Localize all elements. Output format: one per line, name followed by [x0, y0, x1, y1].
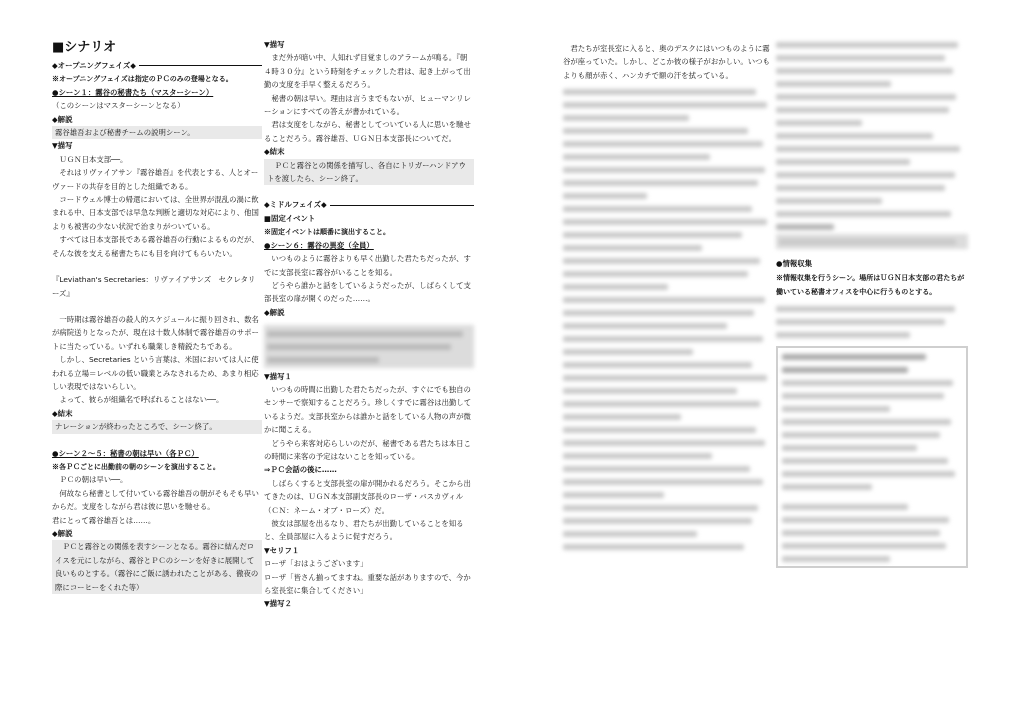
pc-kaiwa-note: ⇒ＰＣ会話の後に……	[264, 465, 337, 475]
scene2-line: 何故なら秘書として付いている霧谷雄吾の朝がそもそも早いからだ。支度をしながら君は彼に思いを馳せる。	[52, 488, 259, 512]
scene1-line: しかし、Secretaries という言葉は、米国においては人に使われる立場＝レベルの低い職業とみなされるため、あまり相応しい表現ではないらしい。	[52, 355, 259, 391]
scenario-title: ■シナリオ	[52, 40, 117, 55]
opening-phase-heading: ◆オープニングフェイズ◆	[52, 59, 262, 72]
kotei-note: ※固定イベントは順番に演出すること。	[264, 227, 390, 237]
scene6-heading: ●シーン６：霧谷の異変（全員）	[264, 240, 374, 250]
phase-rule	[330, 205, 474, 206]
redacted-kaisetsu-box	[264, 325, 474, 367]
serifu-line: ローザ「おはようございます」	[264, 559, 368, 569]
serifu-line: ローザ「皆さん揃ってますね。重要な話がありますので、今から室長室に集合してください」	[264, 572, 471, 596]
scene1-heading: ●シーン１：霧谷の秘書たち（マスターシーン）	[52, 87, 214, 97]
phase-rule	[139, 65, 262, 66]
scene1-ketsumatsu-label: ◆結末	[52, 408, 73, 418]
scene6-kaisetsu-label: ◆解説	[264, 307, 285, 317]
scene1-byosha-label: ▼描写	[52, 141, 73, 151]
byosha1-line: いつもの時間に出勤した君たちだったが、すぐにでも独自のセンサーで察知することだろう。珍しくすでに霧谷は出勤しているようだ。支部長室からは誰かと話をしている人物の声が微かに聞こえる。	[264, 384, 472, 435]
byosha1-line: どうやら来客対応らしいのだが、秘書である君たちは本日この時間に来客の予定はないことを知っている。	[264, 438, 471, 461]
scene1-line: コードウェル博士の帰還においては、全世界が混乱の渦に飲まれる中、日本支部では早急な判断と適切な対応により、他国よりも被害の少ない状況で治まりがついている。	[52, 195, 259, 231]
byosha2-label: ▼描写２	[264, 599, 292, 609]
body-line: 君は支度をしながら、秘書としてついている人に思いを馳せることだろう。霧谷雄吾、ＵＧＮ日本支部長についてだ。	[264, 120, 471, 143]
scene1-line: すべては日本支部長である霧谷雄吾の行動によるものだが、そんな彼を支える秘書たちにも目を向けてもらいたい。	[52, 235, 259, 258]
middle-phase-heading: ◆ミドルフェイズ◆	[264, 198, 474, 211]
scene6-line: どうやら誰かと話をしているようだったが、しばらくして支部長室の扉が開くのだった……。	[264, 280, 471, 304]
byosha1-line: 彼女は部屋を出るなり、君たちが出勤していることを知ると、全員部屋に入るように促すだろう。	[264, 518, 464, 542]
scene1-ketsumatsu-box	[52, 420, 262, 433]
joho-shushu-label: ●情報収集	[776, 259, 813, 269]
scene1-line: それはリヴァイアサン『霧谷雄吾』を代表とする、人とオーヴァードの共存を目的とした組織である。	[52, 168, 259, 191]
kotei-event-label: ■固定イベント	[264, 213, 316, 223]
scene1-line: ＵＧＮ日本支部──。	[59, 154, 128, 164]
body-line: 秘書の朝は早い。理由は言うまでもないが、ヒューマンリレーションにすべての答えが書かれている。	[264, 93, 471, 117]
scene1-line: よって、彼らが組織名で呼ばれることはない──。	[59, 395, 224, 405]
ketsumatsu-text: ＰＣと霧谷との関係を描写し、各自にトリガーハンドアウトを渡したら、シーン終了。	[267, 160, 466, 184]
serifu1-label: ▼セリフ１	[264, 545, 300, 555]
scene1-kaisetsu-box	[52, 126, 262, 139]
opening-note: ※オープニングフェイズは指定のＰＣのみの登場となる。	[52, 74, 233, 84]
byosha-label: ▼描写	[264, 40, 285, 49]
column-4	[776, 38, 968, 568]
column-2	[264, 38, 474, 611]
redacted-text-block	[776, 306, 968, 338]
body-line: 君たちが室長室に入ると、奥のデスクにはいつものように霧谷が座っていた。しかし、どこか彼の様子がおかしい。いつもよりも顔が赤く、ハンカチで額の汗を拭っている。	[563, 44, 770, 80]
byosha1-label: ▼描写１	[264, 371, 292, 381]
scene1-line: 一時期は霧谷雄吾の殺人的スケジュールに振り回され、数名が病院送りとなったが、現在は十数人体制で霧谷雄吾のサポートに当たっている。いずれも職業しき精鋭たちである。	[52, 314, 259, 351]
info-box	[776, 346, 968, 568]
scene2-kaisetsu-label: ◆解説	[52, 529, 73, 538]
scene1-ketsumatsu-text: ナレーションが終わったところで、シーン終了。	[55, 422, 217, 432]
column-3	[563, 38, 773, 551]
scene2-heading: ●シーン２〜５：秘書の朝は早い（各ＰＣ）	[52, 448, 199, 458]
scene2-line: ＰＣの朝は早い──。	[59, 475, 128, 485]
scene2-kaisetsu-box	[52, 540, 262, 594]
scene1-kaisetsu-text: 霧谷雄吾および秘書チームの説明シーン。	[55, 128, 195, 138]
scene1-kaisetsu-label: ◆解説	[52, 114, 73, 124]
column-1	[52, 38, 262, 594]
redacted-text-block	[563, 89, 773, 550]
scene2-note: ※各ＰＣごとに出勤前の朝のシーンを演出すること。	[52, 461, 220, 471]
scene1-master-note: （このシーンはマスターシーンとなる）	[52, 101, 185, 111]
redacted-info-box-content	[782, 354, 962, 562]
ketsumatsu-label: ◆結末	[264, 147, 285, 157]
leviathan-title: 『Leviathan's Secretaries：リヴァイアサンズ セクレタリーズ』	[52, 275, 256, 298]
body-line: まだ外が暗い中、人知れず目覚ましのアラームが鳴る。『朝４時３０分』という時刻をチェックした君は、起き上がって出勤の支度を手早く整えるだろう。	[264, 53, 471, 90]
ketsumatsu-box	[264, 159, 474, 186]
joho-shushu-note: ※情報収集を行うシーン。場所はＵＧＮ日本支部の君たちが働いている秘書オフィスを中心に行うものとする。	[776, 272, 965, 296]
scene6-line: いつものように霧谷よりも早く出勤した君たちだったが、すでに支部長室に霧谷がいることを知る。	[264, 254, 471, 277]
scene2-line: 君にとって霧谷雄吾とは……。	[52, 515, 156, 525]
redacted-text-block	[776, 42, 968, 249]
scene2-kaisetsu-text: ＰＣと霧谷との関係を表すシーンとなる。霧谷に結んだロイスを元にしながら、霧谷とＰＣのシーンを好きに展開して良いものとする。（霧谷にご飯に誘われたことがある、徹夜の際にコーヒーをくれた等）	[55, 542, 259, 592]
byosha1-line: しばらくすると支部長室の扉が開かれるだろう。そこから出てきたのは、ＵＧＮ本支部副支部長のローザ・バスカヴィル（ＣＮ：ネーム・オブ・ローズ）だ。	[264, 478, 471, 515]
